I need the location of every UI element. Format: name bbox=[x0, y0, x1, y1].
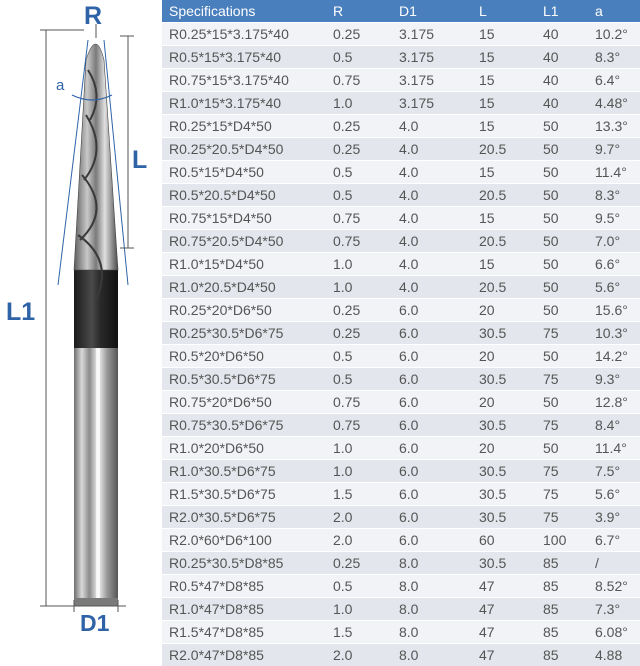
spec-cell: R1.5*30.5*D6*75 bbox=[162, 483, 326, 506]
d1-cell: 4.0 bbox=[392, 184, 472, 207]
r-cell: 0.5 bbox=[326, 161, 392, 184]
angle-cell: 4.88 bbox=[588, 644, 640, 666]
l1-cell: 50 bbox=[536, 161, 588, 184]
spec-cell: R1.0*30.5*D6*75 bbox=[162, 460, 326, 483]
l1-cell: 50 bbox=[536, 253, 588, 276]
angle-cell: 4.48° bbox=[588, 92, 640, 115]
d1-cell: 6.0 bbox=[392, 414, 472, 437]
table-row bbox=[162, 437, 640, 460]
angle-cell: 5.6° bbox=[588, 276, 640, 299]
column-header-specifications: Specifications bbox=[162, 0, 326, 23]
table-row bbox=[162, 230, 640, 253]
l-cell: 47 bbox=[472, 644, 536, 666]
angle-cell: 8.3° bbox=[588, 184, 640, 207]
table-row bbox=[162, 276, 640, 299]
d1-cell: 4.0 bbox=[392, 253, 472, 276]
spec-cell: R0.25*15*3.175*40 bbox=[162, 23, 326, 46]
l1-cell: 40 bbox=[536, 23, 588, 46]
l-cell: 15 bbox=[472, 92, 536, 115]
angle-cell: 8.3° bbox=[588, 46, 640, 69]
d1-cell: 6.0 bbox=[392, 368, 472, 391]
l1-cell: 85 bbox=[536, 575, 588, 598]
r-cell: 1.5 bbox=[326, 483, 392, 506]
l-cell: 30.5 bbox=[472, 414, 536, 437]
r-cell: 0.25 bbox=[326, 115, 392, 138]
spec-cell: R0.25*20*D6*50 bbox=[162, 299, 326, 322]
r-cell: 2.0 bbox=[326, 506, 392, 529]
label-l: L bbox=[132, 148, 147, 173]
l1-cell: 100 bbox=[536, 529, 588, 552]
l-cell: 47 bbox=[472, 621, 536, 644]
column-header-l1: L1 bbox=[536, 0, 588, 23]
label-d1: D1 bbox=[80, 612, 109, 635]
shank-end bbox=[74, 598, 118, 606]
spec-cell: R0.5*15*D4*50 bbox=[162, 161, 326, 184]
label-r: R bbox=[84, 4, 102, 29]
angle-cell: 6.08° bbox=[588, 621, 640, 644]
spec-cell: R1.0*15*3.175*40 bbox=[162, 92, 326, 115]
spec-cell: R1.0*15*D4*50 bbox=[162, 253, 326, 276]
r-cell: 1.0 bbox=[326, 92, 392, 115]
angle-cell: / bbox=[588, 552, 640, 575]
spec-cell: R0.5*20*D6*50 bbox=[162, 345, 326, 368]
l1-cell: 75 bbox=[536, 368, 588, 391]
angle-cell: 15.6° bbox=[588, 299, 640, 322]
l-cell: 20.5 bbox=[472, 276, 536, 299]
table-row bbox=[162, 69, 640, 92]
table-row bbox=[162, 322, 640, 345]
column-header-a: a bbox=[588, 0, 640, 23]
l1-cell: 40 bbox=[536, 92, 588, 115]
angle-cell: 7.3° bbox=[588, 598, 640, 621]
r-cell: 0.5 bbox=[326, 575, 392, 598]
d1-cell: 6.0 bbox=[392, 299, 472, 322]
table-row bbox=[162, 391, 640, 414]
spec-cell: R2.0*60*D6*100 bbox=[162, 529, 326, 552]
r-cell: 0.25 bbox=[326, 138, 392, 161]
d1-cell: 3.175 bbox=[392, 46, 472, 69]
table-row bbox=[162, 115, 640, 138]
l1-cell: 50 bbox=[536, 299, 588, 322]
table-header-row bbox=[162, 0, 640, 23]
angle-cell: 6.7° bbox=[588, 529, 640, 552]
l1-cell: 85 bbox=[536, 644, 588, 666]
l-cell: 20.5 bbox=[472, 230, 536, 253]
l-cell: 20.5 bbox=[472, 184, 536, 207]
angle-cell: 9.7° bbox=[588, 138, 640, 161]
l-cell: 30.5 bbox=[472, 460, 536, 483]
d1-cell: 8.0 bbox=[392, 552, 472, 575]
angle-cell: 12.8° bbox=[588, 391, 640, 414]
r-cell: 1.5 bbox=[326, 621, 392, 644]
r-cell: 0.5 bbox=[326, 345, 392, 368]
angle-cell: 8.52° bbox=[588, 575, 640, 598]
angle-cell: 7.0° bbox=[588, 230, 640, 253]
angle-cell: 6.4° bbox=[588, 69, 640, 92]
column-header-r: R bbox=[326, 0, 392, 23]
table-row bbox=[162, 184, 640, 207]
l-cell: 15 bbox=[472, 115, 536, 138]
table-row bbox=[162, 575, 640, 598]
angle-cell: 11.4° bbox=[588, 437, 640, 460]
r-cell: 1.0 bbox=[326, 253, 392, 276]
l1-cell: 50 bbox=[536, 184, 588, 207]
table-row bbox=[162, 161, 640, 184]
table-row bbox=[162, 46, 640, 69]
table-row bbox=[162, 299, 640, 322]
r-cell: 1.0 bbox=[326, 460, 392, 483]
d1-cell: 6.0 bbox=[392, 529, 472, 552]
angle-cell: 13.3° bbox=[588, 115, 640, 138]
spec-cell: R0.5*47*D8*85 bbox=[162, 575, 326, 598]
l1-cell: 50 bbox=[536, 207, 588, 230]
d1-cell: 8.0 bbox=[392, 598, 472, 621]
l-cell: 30.5 bbox=[472, 368, 536, 391]
table-row bbox=[162, 483, 640, 506]
d1-cell: 3.175 bbox=[392, 92, 472, 115]
table-row bbox=[162, 644, 640, 666]
l-cell: 60 bbox=[472, 529, 536, 552]
table-row bbox=[162, 414, 640, 437]
d1-cell: 8.0 bbox=[392, 575, 472, 598]
spec-cell: R0.25*30.5*D6*75 bbox=[162, 322, 326, 345]
l1-cell: 50 bbox=[536, 138, 588, 161]
column-header-d1: D1 bbox=[392, 0, 472, 23]
table-row bbox=[162, 598, 640, 621]
l1-cell: 75 bbox=[536, 460, 588, 483]
l-cell: 20.5 bbox=[472, 138, 536, 161]
coating-band bbox=[74, 270, 118, 348]
r-cell: 0.25 bbox=[326, 322, 392, 345]
r-cell: 2.0 bbox=[326, 644, 392, 666]
l-cell: 15 bbox=[472, 161, 536, 184]
spec-cell: R1.0*47*D8*85 bbox=[162, 598, 326, 621]
angle-cell: 10.2° bbox=[588, 23, 640, 46]
r-cell: 0.75 bbox=[326, 414, 392, 437]
angle-cell: 9.5° bbox=[588, 207, 640, 230]
l1-cell: 85 bbox=[536, 552, 588, 575]
d1-cell: 6.0 bbox=[392, 506, 472, 529]
table-row bbox=[162, 207, 640, 230]
l1-cell: 50 bbox=[536, 230, 588, 253]
spec-cell: R0.75*15*3.175*40 bbox=[162, 69, 326, 92]
l1-cell: 75 bbox=[536, 414, 588, 437]
r-cell: 0.25 bbox=[326, 23, 392, 46]
l1-cell: 50 bbox=[536, 345, 588, 368]
angle-cell: 3.9° bbox=[588, 506, 640, 529]
spec-cell: R1.0*20*D6*50 bbox=[162, 437, 326, 460]
d1-cell: 4.0 bbox=[392, 161, 472, 184]
spec-cell: R0.5*30.5*D6*75 bbox=[162, 368, 326, 391]
table-row bbox=[162, 529, 640, 552]
r-cell: 2.0 bbox=[326, 529, 392, 552]
l1-cell: 40 bbox=[536, 69, 588, 92]
column-header-l: L bbox=[472, 0, 536, 23]
table-row bbox=[162, 552, 640, 575]
angle-cell: 9.3° bbox=[588, 368, 640, 391]
spec-cell: R0.25*20.5*D4*50 bbox=[162, 138, 326, 161]
l-cell: 15 bbox=[472, 69, 536, 92]
label-l1: L1 bbox=[6, 300, 35, 325]
d1-cell: 6.0 bbox=[392, 345, 472, 368]
spec-cell: R0.25*15*D4*50 bbox=[162, 115, 326, 138]
d1-cell: 4.0 bbox=[392, 138, 472, 161]
l-cell: 20 bbox=[472, 345, 536, 368]
spec-cell: R0.5*15*3.175*40 bbox=[162, 46, 326, 69]
angle-cell: 14.2° bbox=[588, 345, 640, 368]
l1-cell: 50 bbox=[536, 391, 588, 414]
shank-highlight bbox=[96, 348, 100, 606]
d1-cell: 4.0 bbox=[392, 276, 472, 299]
d1-cell: 6.0 bbox=[392, 391, 472, 414]
table-row bbox=[162, 92, 640, 115]
l1-cell: 40 bbox=[536, 46, 588, 69]
table-row bbox=[162, 621, 640, 644]
spec-cell: R0.25*30.5*D8*85 bbox=[162, 552, 326, 575]
r-cell: 0.75 bbox=[326, 391, 392, 414]
l-cell: 15 bbox=[472, 46, 536, 69]
table-row bbox=[162, 368, 640, 391]
l1-cell: 85 bbox=[536, 598, 588, 621]
spec-cell: R0.75*20.5*D4*50 bbox=[162, 230, 326, 253]
table-row bbox=[162, 138, 640, 161]
d1-cell: 6.0 bbox=[392, 460, 472, 483]
d1-cell: 8.0 bbox=[392, 644, 472, 666]
l1-cell: 50 bbox=[536, 115, 588, 138]
d1-cell: 4.0 bbox=[392, 115, 472, 138]
l-cell: 30.5 bbox=[472, 506, 536, 529]
end-mill-drawing bbox=[0, 0, 160, 640]
r-cell: 0.5 bbox=[326, 184, 392, 207]
l1-cell: 85 bbox=[536, 621, 588, 644]
l1-cell: 50 bbox=[536, 437, 588, 460]
table-row bbox=[162, 253, 640, 276]
r-cell: 1.0 bbox=[326, 276, 392, 299]
d1-cell: 4.0 bbox=[392, 207, 472, 230]
l1-cell: 75 bbox=[536, 506, 588, 529]
label-angle-a: a bbox=[56, 78, 64, 93]
d1-cell: 6.0 bbox=[392, 322, 472, 345]
l1-cell: 75 bbox=[536, 322, 588, 345]
spec-cell: R0.5*20.5*D4*50 bbox=[162, 184, 326, 207]
d1-cell: 6.0 bbox=[392, 483, 472, 506]
r-cell: 0.25 bbox=[326, 552, 392, 575]
angle-cell: 7.5° bbox=[588, 460, 640, 483]
r-cell: 0.75 bbox=[326, 230, 392, 253]
l-cell: 20 bbox=[472, 391, 536, 414]
l-cell: 20 bbox=[472, 437, 536, 460]
table-row bbox=[162, 460, 640, 483]
d1-cell: 3.175 bbox=[392, 69, 472, 92]
l-cell: 30.5 bbox=[472, 552, 536, 575]
l1-cell: 75 bbox=[536, 483, 588, 506]
table-row bbox=[162, 23, 640, 46]
spec-cell: R0.75*30.5*D6*75 bbox=[162, 414, 326, 437]
l-cell: 15 bbox=[472, 253, 536, 276]
table-body bbox=[162, 23, 640, 666]
l-cell: 30.5 bbox=[472, 483, 536, 506]
l-cell: 15 bbox=[472, 23, 536, 46]
r-cell: 0.75 bbox=[326, 69, 392, 92]
d1-cell: 3.175 bbox=[392, 23, 472, 46]
l-cell: 30.5 bbox=[472, 322, 536, 345]
specifications-table bbox=[162, 0, 640, 666]
table-row bbox=[162, 345, 640, 368]
r-cell: 1.0 bbox=[326, 437, 392, 460]
spec-cell: R0.75*20*D6*50 bbox=[162, 391, 326, 414]
angle-cell: 11.4° bbox=[588, 161, 640, 184]
r-cell: 1.0 bbox=[326, 598, 392, 621]
table-row bbox=[162, 506, 640, 529]
r-cell: 0.5 bbox=[326, 368, 392, 391]
spec-cell: R2.0*47*D8*85 bbox=[162, 644, 326, 666]
d1-cell: 8.0 bbox=[392, 621, 472, 644]
d1-cell: 6.0 bbox=[392, 437, 472, 460]
r-cell: 0.5 bbox=[326, 46, 392, 69]
r-cell: 0.75 bbox=[326, 207, 392, 230]
l1-cell: 50 bbox=[536, 276, 588, 299]
angle-cell: 10.3° bbox=[588, 322, 640, 345]
spec-cell: R0.75*15*D4*50 bbox=[162, 207, 326, 230]
angle-cell: 5.6° bbox=[588, 483, 640, 506]
l-cell: 20 bbox=[472, 299, 536, 322]
spec-cell: R1.5*47*D8*85 bbox=[162, 621, 326, 644]
spec-cell: R2.0*30.5*D6*75 bbox=[162, 506, 326, 529]
angle-cell: 6.6° bbox=[588, 253, 640, 276]
r-cell: 0.25 bbox=[326, 299, 392, 322]
l-cell: 15 bbox=[472, 207, 536, 230]
d1-cell: 4.0 bbox=[392, 230, 472, 253]
angle-cell: 8.4° bbox=[588, 414, 640, 437]
l-cell: 47 bbox=[472, 598, 536, 621]
l-cell: 47 bbox=[472, 575, 536, 598]
spec-cell: R1.0*20.5*D4*50 bbox=[162, 276, 326, 299]
